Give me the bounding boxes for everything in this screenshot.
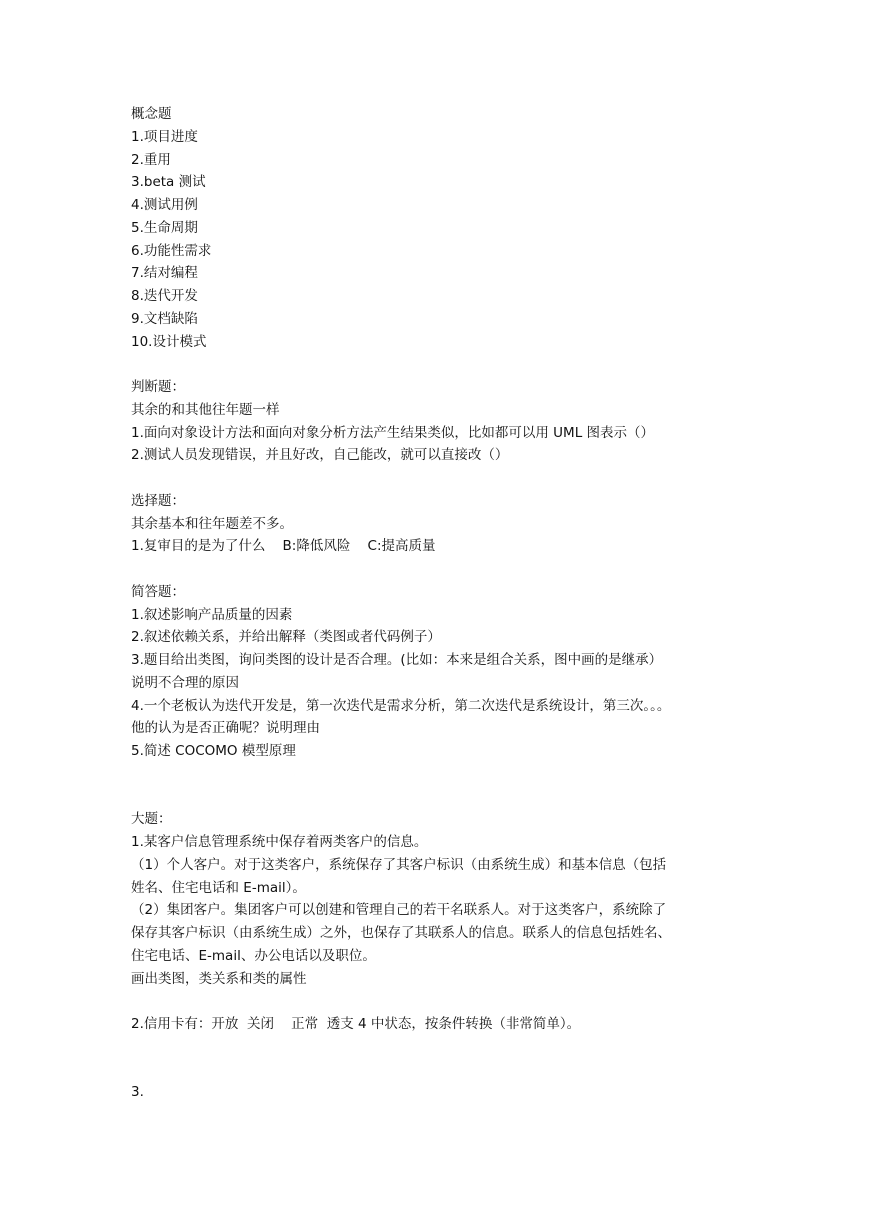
- short-answer-item: 5.简述 COCOMO 模型原理: [131, 743, 296, 759]
- spacer: [131, 353, 751, 376]
- concepts-heading: 概念题: [131, 106, 172, 122]
- concept-item: 7.结对编程: [131, 265, 198, 282]
- spacer: [131, 558, 751, 581]
- concept-item: 9.文档缺陷: [131, 310, 198, 327]
- short-answer-heading: 简答题：: [131, 583, 185, 600]
- short-answer-item: 说明不合理的原因: [131, 674, 239, 691]
- judgement-note: 其余的和其他往年题一样: [131, 401, 280, 418]
- concept-item: 8.迭代开发: [131, 288, 198, 304]
- spacer: [131, 990, 751, 1013]
- spacer: [131, 467, 751, 490]
- concept-item: 4.测试用例: [131, 197, 198, 213]
- short-answer-item: 4.一个老板认为迭代开发是，第一次迭代是需求分析，第二次迭代是系统设计，第三次。。。: [131, 697, 671, 714]
- concept-item: 6.功能性需求: [131, 242, 212, 259]
- big-question-q1-line: （2）集团客户。集团客户可以创建和管理自己的若干名联系人。对于这类客户，系统除了: [131, 902, 667, 919]
- judgement-heading: 判断题：: [131, 379, 185, 395]
- choice-item: 1.复审目的是为了什么 B:降低风险 C:提高质量: [131, 538, 436, 555]
- concept-item: 5.生命周期: [131, 219, 198, 236]
- concept-item: 2.重用: [131, 151, 171, 168]
- short-answer-item: 2.叙述依赖关系，并给出解释（类图或者代码例子）: [131, 629, 441, 646]
- short-answer-item: 1.叙述影响产品质量的因素: [131, 606, 293, 623]
- short-answer-item: 他的认为是否正确呢？说明理由: [131, 720, 320, 737]
- big-question-q1-line: （1）个人客户。对于这类客户，系统保存了其客户标识（由系统生成）和基本信息（包括: [131, 856, 667, 873]
- concept-item: 10.设计模式: [131, 333, 207, 350]
- document-page: [131, 103, 751, 1104]
- big-question-q1-line: 1.某客户信息管理系统中保存着两类客户的信息。: [131, 834, 428, 850]
- judgement-item: 2.测试人员发现错误，并且好改，自己能改，就可以直接改（）: [131, 447, 509, 464]
- big-question-heading: 大题：: [131, 811, 172, 828]
- big-question-q1-line: 保存其客户标识（由系统生成）之外，也保存了其联系人的信息。联系人的信息包括姓名、: [131, 925, 671, 941]
- spacer: [131, 763, 751, 809]
- big-question-q1-line: 姓名、住宅电话和 E-mail）。: [131, 879, 306, 896]
- concept-item: 3.beta 测试: [131, 174, 206, 191]
- big-question-q2: 2.信用卡有：开放 关闭 正常 透支 4 中状态，按条件转换（非常简单）。: [131, 1016, 581, 1032]
- big-question-q1-line: 住宅电话、E-mail、办公电话以及职位。: [131, 947, 376, 964]
- short-answer-item: 3.题目给出类图，询问类图的设计是否合理。(比如：本来是组合关系，图中画的是继承）: [131, 652, 663, 668]
- big-question-q1-line: 画出类图，类关系和类的属性: [131, 970, 307, 987]
- choice-heading: 选择题：: [131, 492, 185, 509]
- choice-note: 其余基本和往年题差不多。: [131, 515, 293, 532]
- big-question-q3: 3.: [131, 1084, 144, 1101]
- spacer: [131, 1036, 751, 1082]
- judgement-item: 1.面向对象设计方法和面向对象分析方法产生结果类似，比如都可以用 UML 图表示（）: [131, 424, 655, 441]
- concept-item: 1.项目进度: [131, 128, 198, 145]
